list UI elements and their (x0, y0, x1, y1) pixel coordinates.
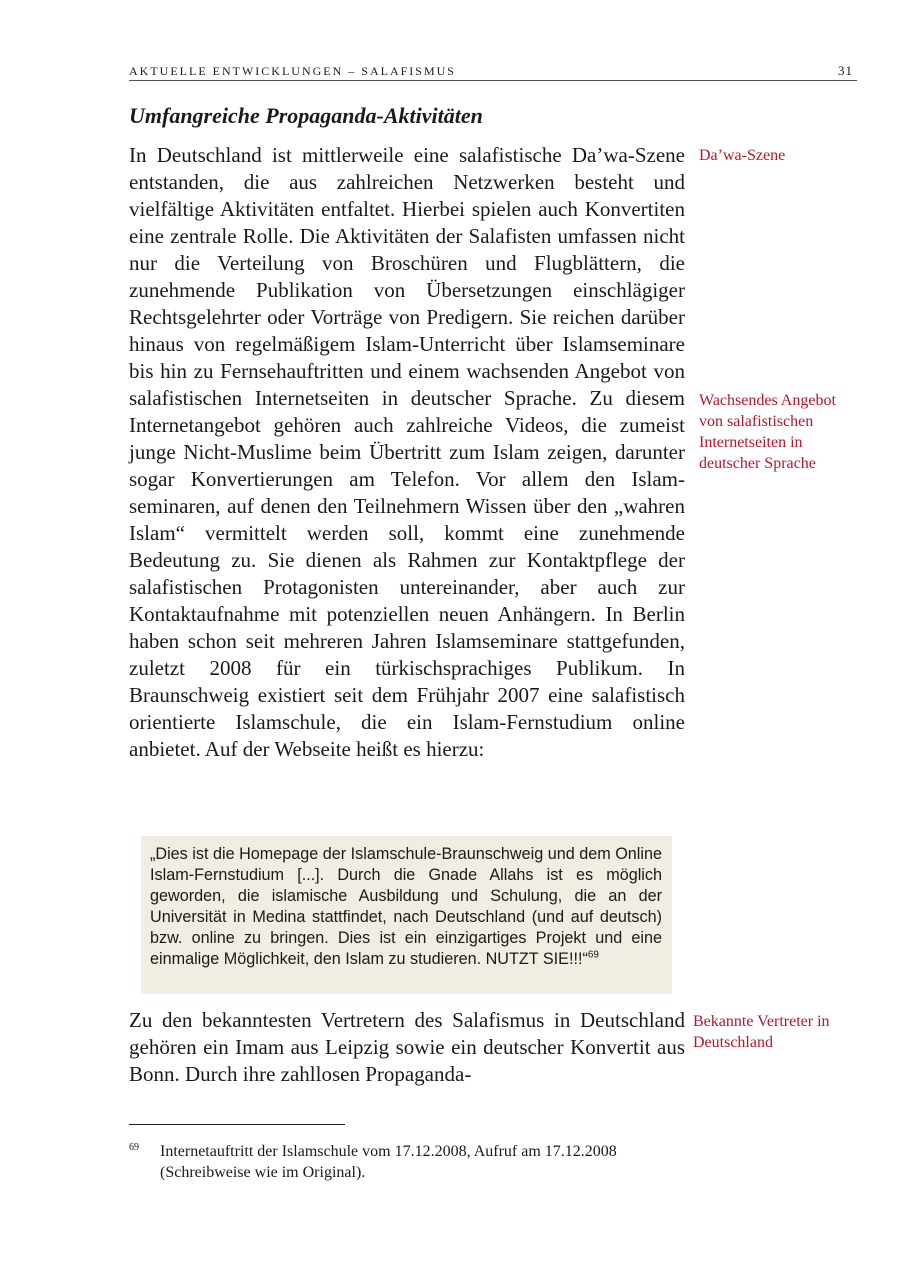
section-title: Umfangreiche Propaganda-Aktivitäten (129, 103, 483, 128)
footnote (129, 1141, 689, 1183)
running-header (129, 62, 857, 81)
margin-note: Wachsendes Angebot von salafistischen Internetseiten in deutscher Sprache (699, 392, 836, 472)
body-paragraph: In Deutschland ist mittlerweile eine salafistische Da’wa-Szene entstanden, die aus zahlreichen Netzwerken besteht und vielfältige Aktivitäten entfaltet. Hierbei spielen auch Konvertiten eine zentrale Rolle. Die Aktivitäten der Salafisten umfassen nicht nur die Verteilung von Broschüren und Flugblättern, die zunehmende Publikation von Übersetzungen einschlägiger Rechtsgelehrter oder Vorträge von Predigern. Sie reichen darüber hinaus von regelmäßigem Islam-Unterricht über Islamseminare bis hin zu Fernsehauftritten und einem wachsenden Angebot von salafistischen Internetseiten in deutscher Sprache. Zu diesem Internetangebot gehören auch zahlreiche Videos, die zumeist junge Nicht-Muslime beim Übertritt zum Islam zeigen, darunter sogar Konvertierungen am Telefon. Vor allem den Islamseminaren, auf denen den Teilnehmern Wissen über den „wahren Islam“ vermittelt werden soll, kommt eine zunehmende Bedeutung zu. Sie dienen als Rahmen zur Kontaktpflege der salafistischen Protagonisten untereinander, aber auch zur Kontaktaufnahme mit potenziellen neuen Anhängern. In Berlin haben schon seit mehreren Jahren Islamseminare stattgefunden, zuletzt 2008 für ein türkischsprachiges Publikum. In Braunschweig existiert seit dem Frühjahr 2007 eine salafistisch orientierte Islamschule, die ein Islam-Fernstudium online anbietet. Auf der Webseite heißt es hierzu: (129, 143, 685, 761)
page-number: 31 (838, 63, 853, 78)
margin-note: Da’wa-Szene (699, 147, 786, 164)
quote-text: „Dies ist die Homepage der Islamschule-Braunschweig und dem Online Islam-Fernstudium [...]. Durch die Gnade Allahs ist es möglich geworden, die islamische Ausbildung und Schulung, die an der Universität in Medina stattfindet, nach Deutschland (und auf deutsch) bzw. online zu bringen. Dies ist ein einzigartiges Projekt und eine einmalige Möglichkeit, den Islam zu studieren. NUTZT SIE!!!“ (150, 845, 662, 968)
quote-block (141, 836, 672, 994)
footnote-divider (129, 1124, 345, 1125)
running-title: AKTUELLE ENTWICKLUNGEN – SALAFISMUS (129, 64, 456, 78)
body-paragraph: Zu den bekanntesten Vertretern des Salafismus in Deutschland gehören ein Imam aus Leipzig sowie ein deutscher Konvertit aus Bonn. Durch ihre zahllosen Propaganda- (129, 1008, 685, 1086)
footnote-reference[interactable]: 69 (587, 949, 599, 961)
footnote-text: Internetauftritt der Islamschule vom 17.12.2008, Aufruf am 17.12.2008 (Schreibweise wie im Original). (160, 1143, 617, 1181)
margin-note: Bekannte Vertreter in Deutschland (693, 1013, 830, 1051)
footnote-number: 69 (129, 1142, 139, 1153)
